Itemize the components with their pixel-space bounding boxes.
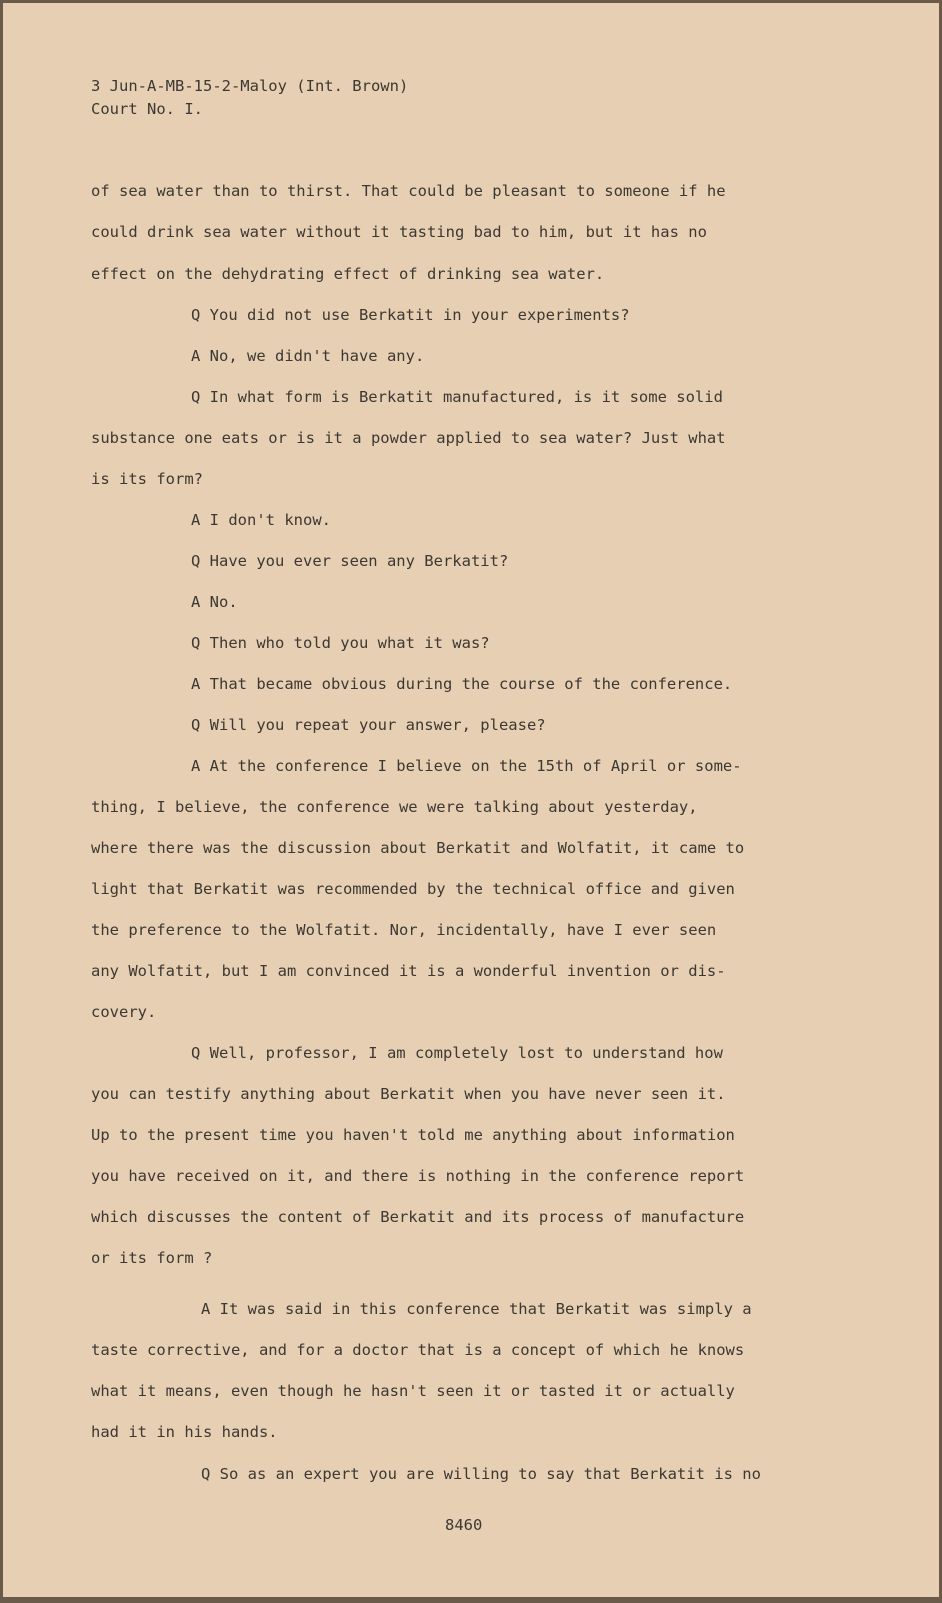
transcript-line: you can testify anything about Berkatit when you have never seen it.	[91, 1085, 726, 1103]
transcript-line: taste corrective, and for a doctor that is a concept of which he knows	[91, 1341, 745, 1359]
header-line-session: 3 Jun-A-MB-15-2-Maloy (Int. Brown)	[91, 77, 409, 95]
transcript-line: of sea water than to thirst. That could be pleasant to someone if he	[91, 182, 726, 200]
transcript-line: thing, I believe, the conference we were talking about yesterday,	[91, 798, 698, 816]
transcript-line: A I don't know.	[191, 511, 331, 529]
transcript-line: A At the conference I believe on the 15th of April or some-	[191, 757, 742, 775]
transcript-line: A No, we didn't have any.	[191, 347, 425, 365]
transcript-line: Q Have you ever seen any Berkatit?	[191, 552, 509, 570]
transcript-line: any Wolfatit, but I am convinced it is a wonderful invention or dis-	[91, 962, 726, 980]
transcript-line: is its form?	[91, 470, 203, 488]
document-header	[91, 75, 408, 121]
transcript-line: A No.	[191, 593, 238, 611]
transcript-line: which discusses the content of Berkatit and its process of manufacture	[91, 1208, 745, 1226]
transcript-line: Q So as an expert you are willing to say that Berkatit is no	[201, 1465, 761, 1483]
page-number: 8460	[445, 1516, 483, 1534]
transcript-line: A That became obvious during the course of the conference.	[191, 675, 733, 693]
transcript-line: could drink sea water without it tasting bad to him, but it has no	[91, 223, 707, 241]
transcript-line: Up to the present time you haven't told me anything about information	[91, 1126, 735, 1144]
header-line-court: Court No. I.	[91, 100, 203, 118]
transcript-line: Q Will you repeat your answer, please?	[191, 716, 546, 734]
document-page	[3, 3, 939, 1597]
transcript-line: or its form ?	[91, 1249, 213, 1267]
transcript-line: Q You did not use Berkatit in your experiments?	[191, 306, 630, 324]
transcript-line: A It was said in this conference that Berkatit was simply a	[201, 1300, 752, 1318]
transcript-line: light that Berkatit was recommended by the technical office and given	[91, 880, 735, 898]
transcript-line: the preference to the Wolfatit. Nor, incidentally, have I ever seen	[91, 921, 717, 939]
transcript-line: covery.	[91, 1003, 157, 1021]
transcript-line: Q In what form is Berkatit manufactured, is it some solid	[191, 388, 723, 406]
transcript-line: effect on the dehydrating effect of drinking sea water.	[91, 265, 605, 283]
transcript-line: substance one eats or is it a powder applied to sea water? Just what	[91, 429, 726, 447]
transcript-line: you have received on it, and there is nothing in the conference report	[91, 1167, 745, 1185]
transcript-line: had it in his hands.	[91, 1423, 278, 1441]
transcript-line: Q Well, professor, I am completely lost to understand how	[191, 1044, 723, 1062]
transcript-line: what it means, even though he hasn't seen it or tasted it or actually	[91, 1382, 735, 1400]
transcript-line: where there was the discussion about Berkatit and Wolfatit, it came to	[91, 839, 745, 857]
transcript-line: Q Then who told you what it was?	[191, 634, 490, 652]
